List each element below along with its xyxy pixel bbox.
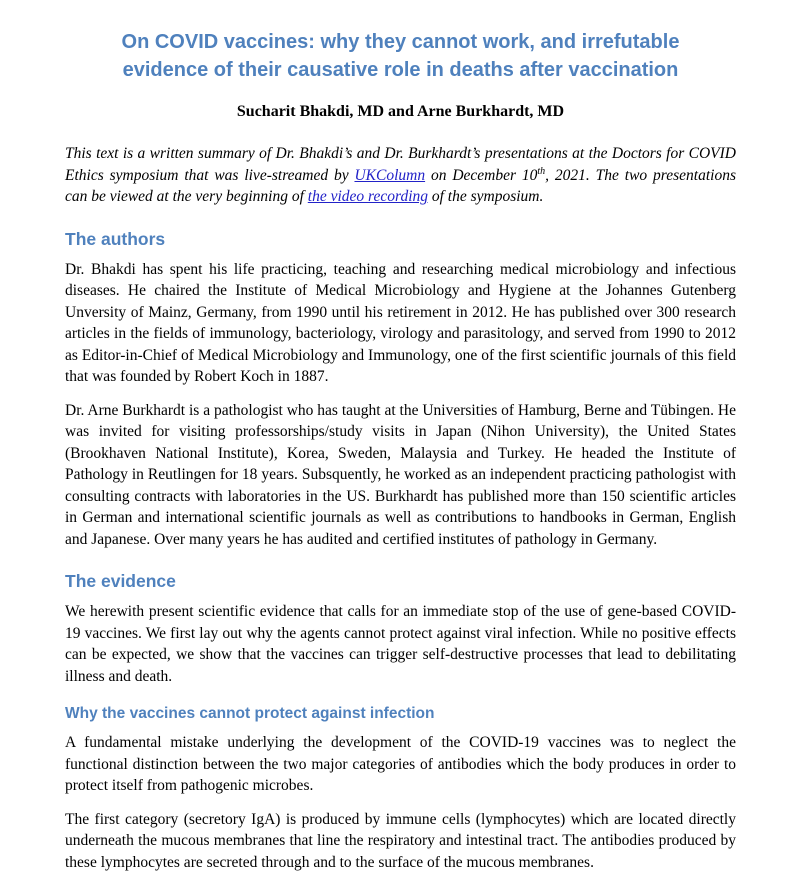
paragraph-burkhardt-bio: Dr. Arne Burkhardt is a pathologist who has taught at the Universities of Hamburg, Berne and Tübingen. He was invited for visiting professorships/study visits in Japan (Nihon University), the United States (Brookhaven National Institute), Korea, Sweden, Malaysia and Turkey. He headed the Institute of Pathology in Reutlingen for 18 years. Subsquently, he worked as an independent practicing pathologist with consulting contracts with laboratories in the US. Burkhardt has published more than 150 scientific articles in German and international scientific journals as well as contributions to handbooks in German, English and Japanese. Over many years he has audited and certified institutes of pathology in Germany. <box>65 401 736 548</box>
video-recording-link[interactable]: the video recording <box>307 188 428 205</box>
paragraph-fundamental-mistake: A fundamental mistake underlying the development of the COVID-19 vaccines was to neglect the functional distinction between the two major categories of antibodies which the body produces in order to protect itself from pathogenic microbes. <box>65 734 736 794</box>
intro-text-2: on December 10 <box>425 166 538 184</box>
subsection-heading-vaccines-cannot-protect: Why the vaccines cannot protect against infection <box>65 705 435 722</box>
section-heading-the-evidence: The evidence <box>65 571 176 591</box>
paragraph-evidence-summary: We herewith present scientific evidence that calls for an immediate stop of the use of gene-based COVID-19 vaccines. We first lay out why the agents cannot protect against viral infection. While no positive effects can be expected, we show that the vaccines can trigger self-destructive processes that lead to debilitating illness and death. <box>65 603 736 685</box>
section-heading-the-authors: The authors <box>65 228 166 249</box>
intro-text-3: , 2021. The two presentations can be viewed at the very beginning of <box>65 166 736 205</box>
intro-text-1: This text is a written summary of Dr. Bhakdi’s and Dr. Burkhardt’s presentations at the Doctors for COVID Ethics symposium that was live-streamed by <box>65 145 736 184</box>
paragraph-bhakdi-bio: Dr. Bhakdi has spent his life practicing, teaching and researching medical microbiology and infectious diseases. He chaired the Institute of Medical Microbiology and Hygiene at the Johannes Gutenberg Unversity of Mainz, Germany, from 1990 until his retirement in 2012. He has published over 300 research articles in the fields of immunology, bacteriology, virology and parasitology, and served from 1990 to 2012 as Editor-in-Chief of Medical Microbiology and Immunology, one of the first scientific journals of this field that was founded by Robert Koch in 1887. <box>65 260 736 385</box>
paragraph-secretory-iga: The first category (secretory IgA) is produced by immune cells (lymphocytes) which are located directly underneath the mucous membranes that line the respiratory and intestinal tract. The antibodies produced by these lymphocytes are secreted through and to the surface of the mucous membranes. <box>65 810 736 871</box>
ukcolumn-link[interactable]: UKColumn <box>354 166 426 184</box>
intro-paragraph <box>65 143 736 208</box>
authors-byline: Sucharit Bhakdi, MD and Arne Burkhardt, MD <box>236 103 565 120</box>
date-ordinal-suffix: th <box>537 165 546 177</box>
intro-text-4: of the symposium. <box>428 188 544 205</box>
page-title: On COVID vaccines: why they cannot work, and irrefutable evidence of their causative role in deaths after vaccination <box>121 31 680 81</box>
